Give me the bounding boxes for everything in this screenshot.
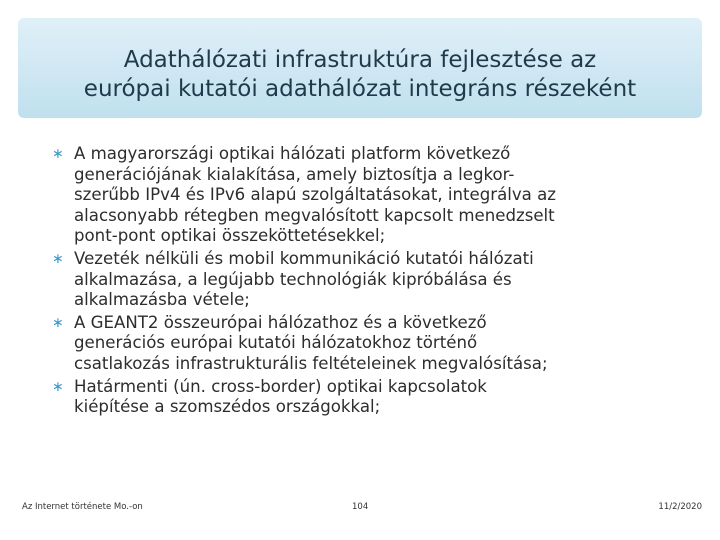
asterisk-bullet-icon: ∗ [52, 146, 64, 162]
list-item-line: csatlakozás infrastrukturális feltételeinek megvalósítása; [74, 353, 548, 373]
asterisk-bullet-icon: ∗ [52, 314, 64, 331]
list-item-line: Határmenti (ún. cross-border) optikai kapcsolatok [74, 376, 487, 396]
list-item-line: kiépítése a szomszédos országokkal; [74, 397, 381, 417]
list-item-line: pont-pont optikai összeköttetésekkel; [74, 226, 386, 246]
list-item-line: szerűbb IPv4 és IPv6 alapú szolgáltatásokat, integrálva az [74, 185, 556, 205]
footer-date: 11/2/2020 [658, 502, 702, 512]
footer-text: Az Internet története Mo.-on [22, 502, 143, 512]
list-item [52, 249, 682, 311]
asterisk-bullet-icon: ∗ [52, 378, 64, 395]
list-item-line: A magyarországi optikai hálózati platform következő [74, 144, 511, 163]
list-item [52, 144, 682, 247]
page-number: 104 [352, 502, 369, 512]
list-item-line: alkalmazása, a legújabb technológiák kipróbálása és [74, 269, 512, 289]
list-item-line: alacsonyabb rétegben megvalósított kapcsolt menedzselt [74, 205, 555, 225]
list-item [52, 313, 682, 375]
bullet-list [52, 144, 682, 420]
title-line-2: európai kutatói adathálózat integráns részeként [83, 76, 637, 102]
list-item-line: generációjának kialakítása, amely biztosítja a legkor- [74, 164, 515, 184]
title-line-1: Adathálózati infrastruktúra fejlesztése az [123, 47, 597, 73]
asterisk-bullet-icon: ∗ [52, 250, 64, 267]
list-item [52, 377, 682, 418]
list-item-line: Vezeték nélküli és mobil kommunikáció kutatói hálózati [74, 248, 534, 268]
list-item-line: A GEANT2 összeurópai hálózathoz és a következő [74, 312, 487, 332]
list-item-line: generációs európai kutatói hálózatokhoz történő [74, 333, 478, 353]
list-item-line: alkalmazásba vétele; [74, 290, 250, 310]
slide-title [18, 46, 702, 104]
